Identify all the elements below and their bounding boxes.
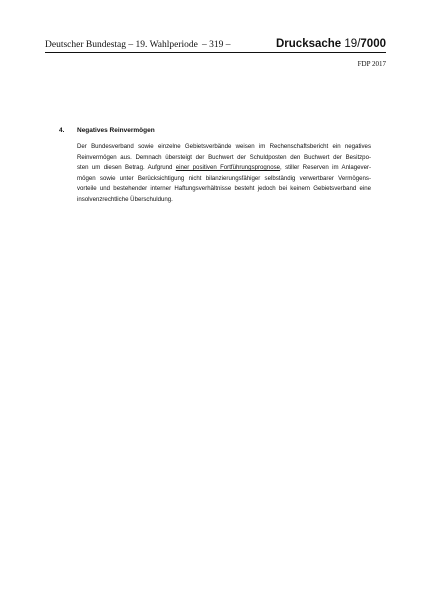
header-document-label: Drucksache <box>276 38 345 50</box>
header-document-id: 7000 <box>360 38 386 50</box>
section-heading: Negatives Reinvermögen <box>77 127 155 134</box>
header-document-period: 19/ <box>344 38 361 50</box>
body-line: Der Bundesverband sowie einzelne Gebietsverbände weisen im Rechenschaftsbericht ein negatives <box>77 143 371 150</box>
header-document-number <box>276 38 386 50</box>
body-text-segment: sten um diesen Betrag. Aufgrund <box>77 164 176 172</box>
body-line: mögen sowie unter Berücksichtigung nicht bilanzierungsfähiger selbständig verwertbarer Vermögens- <box>77 174 371 182</box>
underlined-phrase: einer positiven Fortführungsprognose <box>175 164 281 172</box>
section-number: 4. <box>59 127 65 134</box>
body-line: vorteile und bestehender interner Haftungsverhältnisse besteht jedoch bei keinem Gebietsverband eine <box>77 185 371 193</box>
page-header <box>45 38 386 53</box>
header-page-number: – 319 – <box>202 40 231 50</box>
body-line: insolvenzrechtliche Überschuldung. <box>77 195 173 203</box>
section-body <box>77 142 371 206</box>
header-publication: Deutscher Bundestag – 19. Wahlperiode <box>45 40 198 50</box>
body-text-segment: , stiller Reserven im Anlagever- <box>280 164 372 172</box>
body-line <box>77 163 371 174</box>
body-line: Reinvermögen aus. Demnach übersteigt der Buchwert der Schuldposten den Buchwert der Besitzpo- <box>77 153 371 161</box>
report-reference: FDP 2017 <box>357 60 386 68</box>
